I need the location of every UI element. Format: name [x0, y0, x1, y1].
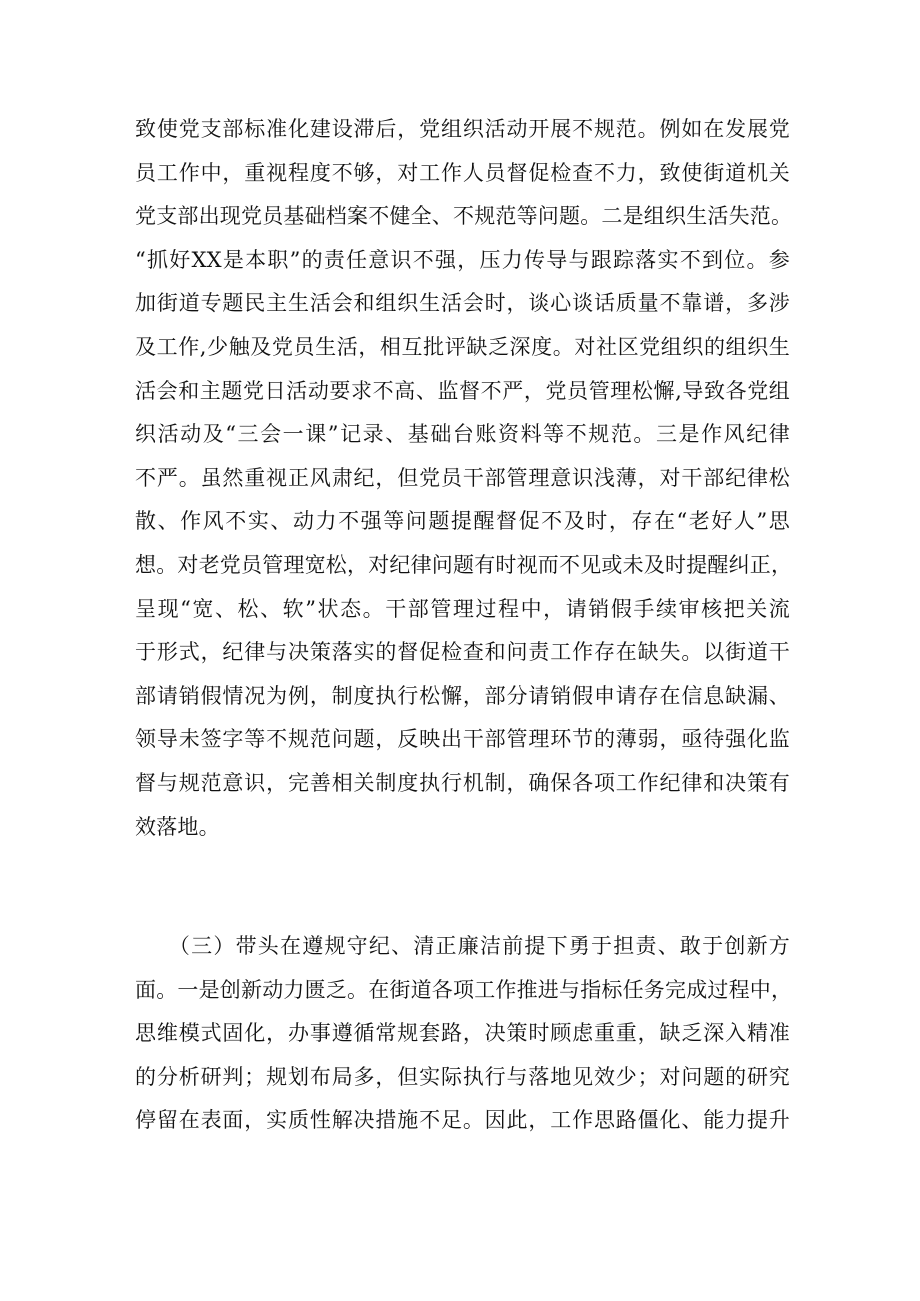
text-line: 织活动及“三会一课”记录、基础台账资料等不规范。三是作风纪律	[135, 422, 790, 447]
text-line: 督与规范意识，完善相关制度执行机制，确保各项工作纪律和决策有	[135, 770, 790, 795]
text-line: 不严。虽然重视正风肃纪，但党员干部管理意识浅薄，对干部纪律松	[135, 465, 790, 490]
text-line: 思维模式固化，办事遵循常规套路，决策时顾虑重重，缺乏深入精准	[135, 1021, 790, 1046]
text-line: 于形式，纪律与决策落实的督促检查和问责工作存在缺失。以街道干	[135, 640, 790, 665]
text-line: 及工作,少触及党员生活，相互批评缺乏深度。对社区党组织的组织生	[135, 334, 790, 359]
paragraph-1	[135, 108, 793, 849]
text-line: 活会和主题党日活动要求不高、监督不严，党员管理松懈,导致各党组	[135, 378, 790, 403]
text-line: 的分析研判；规划布局多，但实际执行与落地见效少；对问题的研究	[135, 1064, 790, 1089]
text-line: 加街道专题民主生活会和组织生活会时，谈心谈话质量不靠谱，多涉	[135, 291, 790, 316]
text-line: 领导未签字等不规范问题，反映出干部管理环节的薄弱，亟待强化监	[135, 727, 790, 752]
paragraph-2	[135, 925, 793, 1143]
text-line: 员工作中，重视程度不够，对工作人员督促检查不力，致使街道机关	[135, 160, 790, 185]
text-line: 效落地。	[135, 814, 220, 839]
text-line: 想。对老党员管理宽松，对纪律问题有时视而不见或未及时提醒纠正，	[135, 552, 793, 577]
text-line: 散、作风不实、动力不强等问题提醒督促不及时，存在“老好人”思	[135, 509, 790, 534]
text-line: 党支部出现党员基础档案不健全、不规范等问题。二是组织生活失范。	[135, 204, 793, 229]
text-line: “抓好XX是本职”的责任意识不强，压力传导与跟踪落实不到位。参	[135, 247, 790, 272]
text-line: 致使党支部标准化建设滞后，党组织活动开展不规范。例如在发展党	[135, 117, 790, 141]
text-line: 部请销假情况为例，制度执行松懈，部分请销假申请存在信息缺漏、	[135, 683, 790, 708]
text-line: 停留在表面，实质性解决措施不足。因此，工作思路僵化、能力提升	[135, 1108, 790, 1133]
text-line: 呈现“宽、松、软”状态。干部管理过程中，请销假手续审核把关流	[135, 596, 790, 621]
text-line: 面。一是创新动力匮乏。在街道各项工作推进与指标任务完成过程中，	[135, 977, 793, 1002]
text-line: （三）带头在遵规守纪、清正廉洁前提下勇于担责、敢于创新方	[135, 934, 790, 958]
